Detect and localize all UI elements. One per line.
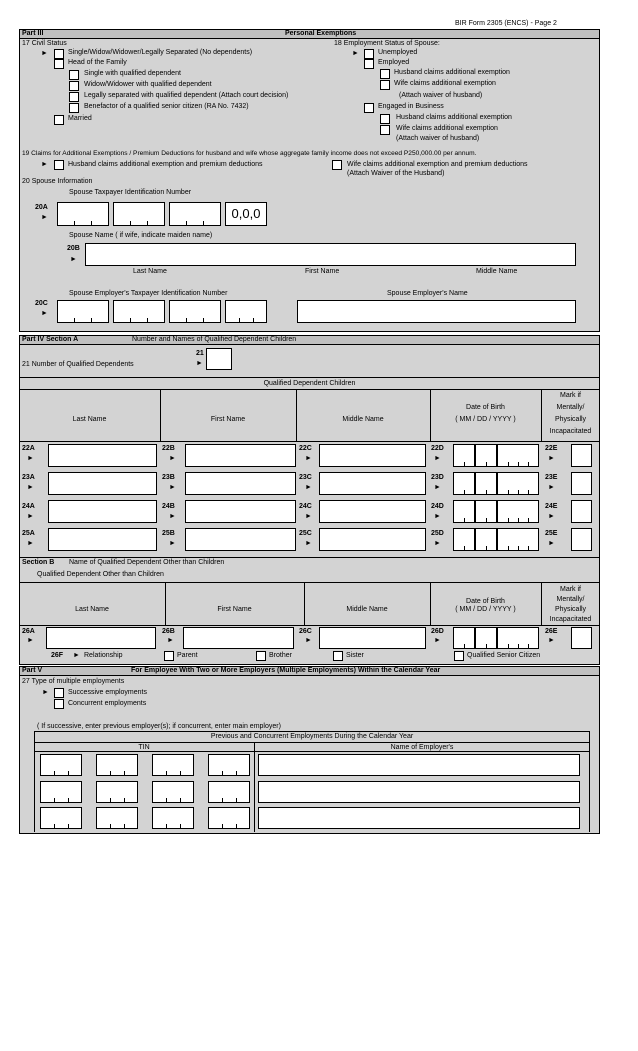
section-b-subtitle: Qualified Dependent Other than Children <box>37 571 164 578</box>
secb-col-dob-format: ( MM / DD / YYYY ) <box>455 606 516 613</box>
child-middle-name-input[interactable] <box>319 444 426 467</box>
child-first-name-input[interactable] <box>185 472 296 495</box>
emp-business-label: Engaged in Business <box>378 103 444 110</box>
part5-label: Part V <box>22 667 43 674</box>
part3-label: Part III <box>22 30 44 37</box>
dob-year[interactable] <box>497 528 539 551</box>
civil-single-label: Single/Widow/Widower/Legally Separated (No dependents) <box>68 49 253 56</box>
successive-checkbox[interactable] <box>54 688 64 698</box>
row-number: 22D <box>431 445 444 452</box>
biz-wife-claims-checkbox[interactable] <box>380 125 390 135</box>
item21-number: 21 <box>196 350 204 357</box>
divider <box>19 389 600 390</box>
dob-day[interactable] <box>475 472 497 495</box>
spouse-tin-seg1[interactable] <box>57 202 109 226</box>
secb-col-middle: Middle Name <box>346 606 388 613</box>
civil-head-label: Head of the Family <box>68 59 127 66</box>
child-first-name-input[interactable] <box>185 500 296 523</box>
row-number: 25B <box>162 530 175 537</box>
arrow-icon: ► <box>27 540 34 547</box>
part3-title: Personal Exemptions <box>285 30 357 37</box>
rel-senior-label: Qualified Senior Citizen <box>467 652 541 659</box>
dob-year[interactable] <box>497 472 539 495</box>
arrow-icon: ► <box>196 360 203 367</box>
secb-col-mark-2: Mentally/ <box>556 596 585 603</box>
emp-husband-claims-label: Husband claims additional exemption <box>394 69 510 76</box>
item21-label: 21 Number of Qualified Dependents <box>22 361 134 368</box>
item19-husband-checkbox[interactable] <box>54 160 64 170</box>
row-number: 22A <box>22 445 35 452</box>
civil-legsep-label: Legally separated with qualified dependent (Attach court decision) <box>84 92 289 99</box>
dob-year[interactable] <box>497 444 539 467</box>
emp-waiver-note: (Attach waiver of husband) <box>399 92 483 99</box>
col-last-name: Last Name <box>72 416 107 423</box>
rel-brother-checkbox[interactable] <box>256 651 266 661</box>
row-number: 22E <box>545 445 558 452</box>
divider <box>254 742 255 832</box>
arrow-icon: ► <box>27 484 34 491</box>
other-first-name-input[interactable] <box>183 627 294 649</box>
child-first-name-input[interactable] <box>185 444 296 467</box>
dob-month[interactable] <box>453 472 475 495</box>
row-number: 23D <box>431 474 444 481</box>
arrow-icon: ► <box>41 50 48 57</box>
arrow-icon: ► <box>27 455 34 462</box>
row-number: 26C <box>299 628 312 635</box>
item26f-number: 26F <box>51 652 64 659</box>
prev-tin-seg2[interactable] <box>96 807 138 829</box>
prev-tin-seg1[interactable] <box>40 807 82 829</box>
item20c-number: 20C <box>35 300 48 307</box>
child-last-name-input[interactable] <box>48 500 157 523</box>
item27-label: 27 Type of multiple employments <box>22 678 125 685</box>
emp-husband-claims-checkbox[interactable] <box>380 69 390 79</box>
divider <box>430 389 431 441</box>
emp-unemployed-label: Unemployed <box>378 49 418 56</box>
arrow-icon: ► <box>41 214 48 221</box>
civil-single-checkbox[interactable] <box>54 49 64 59</box>
num-dependents-input[interactable] <box>206 348 232 370</box>
row-number: 24D <box>431 503 444 510</box>
row-number: 25E <box>545 530 558 537</box>
prev-employer-name-input[interactable] <box>258 807 580 829</box>
prev-tin-branch[interactable] <box>208 781 250 803</box>
emp-business-checkbox[interactable] <box>364 103 374 113</box>
concurrent-label: Concurrent employments <box>68 700 147 707</box>
arrow-icon: ► <box>41 310 48 317</box>
child-middle-name-input[interactable] <box>319 500 426 523</box>
row-number: 25D <box>431 530 444 537</box>
other-last-name-input[interactable] <box>46 627 156 649</box>
prev-tin-seg1[interactable] <box>40 754 82 776</box>
rel-sister-checkbox[interactable] <box>333 651 343 661</box>
arrow-icon: ► <box>434 513 441 520</box>
divider <box>19 441 600 442</box>
child-last-name-input[interactable] <box>48 444 157 467</box>
secb-col-last: Last Name <box>75 606 109 613</box>
arrow-icon: ► <box>305 455 312 462</box>
arrow-icon: ► <box>305 637 312 644</box>
incapacitated-box[interactable] <box>571 500 592 523</box>
arrow-icon: ► <box>548 513 555 520</box>
item19-label: 19 Claims for Additional Exemptions / Premium Deductions for husband and wife whose aggregate family income does not exceed P250,000.00 per annum. <box>22 150 477 157</box>
prev-tin-seg3[interactable] <box>152 807 194 829</box>
rel-parent-label: Parent <box>177 652 198 659</box>
item19-husband-label: Husband claims additional exemption and premium deductions <box>68 161 263 168</box>
incapacitated-box[interactable] <box>571 472 592 495</box>
row-number: 24A <box>22 503 35 510</box>
employer-tin-label: Spouse Employer's Taxpayer Identification Number <box>69 290 228 297</box>
divider <box>19 377 600 378</box>
arrow-icon: ► <box>169 540 176 547</box>
rel-parent-checkbox[interactable] <box>164 651 174 661</box>
col-middle-name: Middle Name <box>342 416 384 423</box>
arrow-icon: ► <box>169 484 176 491</box>
employer-name-label: Spouse Employer's Name <box>387 290 468 297</box>
divider <box>19 582 600 583</box>
row-number: 23C <box>299 474 312 481</box>
divider <box>165 582 166 625</box>
row-number: 23B <box>162 474 175 481</box>
dob-day[interactable] <box>475 627 497 649</box>
rel-sister-label: Sister <box>346 652 364 659</box>
dob-day[interactable] <box>475 500 497 523</box>
spouse-last-name-caption: Last Name <box>133 268 167 275</box>
arrow-icon: ► <box>169 455 176 462</box>
arrow-icon: ► <box>42 689 49 696</box>
part4-header <box>19 335 600 345</box>
child-middle-name-input[interactable] <box>319 528 426 551</box>
emp-wife-claims-checkbox[interactable] <box>380 80 390 90</box>
col-mark-4: Incapacitated <box>549 428 592 435</box>
prev-tin-seg2[interactable] <box>96 754 138 776</box>
prev-tin-seg3[interactable] <box>152 754 194 776</box>
divider <box>19 557 600 558</box>
secb-col-mark-3: Physically <box>554 606 587 613</box>
spouse-tin-seg3[interactable] <box>169 202 221 226</box>
relationship-label: Relationship <box>84 652 123 659</box>
spouse-name-input[interactable] <box>85 243 576 266</box>
civil-widow-dep-label: Widow/Widower with qualified dependent <box>84 81 212 88</box>
row-number: 26B <box>162 628 175 635</box>
item20b-number: 20B <box>67 245 80 252</box>
civil-legsep-checkbox[interactable] <box>69 92 79 102</box>
dob-year[interactable] <box>497 627 539 649</box>
item18-label: 18 Employment Status of Spouse: <box>334 40 440 47</box>
divider <box>19 625 600 626</box>
dob-month[interactable] <box>453 444 475 467</box>
col-mark-3: Physically <box>554 416 587 423</box>
child-last-name-input[interactable] <box>48 528 157 551</box>
employer-tin-seg3[interactable] <box>169 300 221 323</box>
col-first-name: First Name <box>210 416 246 423</box>
item27-note: ( If successive, enter previous employer(s); if concurrent, enter main employer) <box>37 723 281 730</box>
civil-married-checkbox[interactable] <box>54 115 64 125</box>
rel-senior-checkbox[interactable] <box>454 651 464 661</box>
row-number: 24C <box>299 503 312 510</box>
child-middle-name-input[interactable] <box>319 472 426 495</box>
col-mark-1: Mark if <box>560 392 581 399</box>
spouse-tin-seg2[interactable] <box>113 202 165 226</box>
item20-label: 20 Spouse Information <box>22 178 93 185</box>
civil-single-dep-checkbox[interactable] <box>69 70 79 80</box>
secb-col-dob: Date of Birth <box>466 598 505 605</box>
item19-wife-checkbox[interactable] <box>332 160 342 170</box>
employer-tin-branch[interactable] <box>225 300 267 323</box>
row-number: 22B <box>162 445 175 452</box>
divider <box>34 751 590 752</box>
employer-tin-seg2[interactable] <box>113 300 165 323</box>
row-number: 22C <box>299 445 312 452</box>
emp-unemployed-checkbox[interactable] <box>364 49 374 59</box>
dob-month[interactable] <box>453 528 475 551</box>
incapacitated-box[interactable] <box>571 528 592 551</box>
divider <box>160 389 161 441</box>
arrow-icon: ► <box>548 484 555 491</box>
biz-waiver-note: (Attach waiver of husband) <box>396 135 480 142</box>
employer-tin-seg1[interactable] <box>57 300 109 323</box>
arrow-icon: ► <box>434 637 441 644</box>
biz-husband-claims-checkbox[interactable] <box>380 114 390 124</box>
employments-table-title: Previous and Concurrent Employments During the Calendar Year <box>210 733 414 740</box>
biz-wife-claims-label: Wife claims additional exemption <box>396 125 498 132</box>
civil-head-checkbox[interactable] <box>54 59 64 69</box>
prev-employer-name-input[interactable] <box>258 781 580 803</box>
item20a-number: 20A <box>35 204 48 211</box>
arrow-icon: ► <box>548 637 555 644</box>
dob-day[interactable] <box>475 444 497 467</box>
section-b-title: Name of Qualified Dependent Other than Children <box>69 559 225 566</box>
incapacitated-box[interactable] <box>571 627 592 649</box>
prev-tin-branch[interactable] <box>208 754 250 776</box>
child-first-name-input[interactable] <box>185 528 296 551</box>
prev-tin-seg2[interactable] <box>96 781 138 803</box>
spouse-middle-name-caption: Middle Name <box>476 268 518 275</box>
arrow-icon: ► <box>548 540 555 547</box>
civil-widow-dep-checkbox[interactable] <box>69 81 79 91</box>
row-number: 26D <box>431 628 444 635</box>
secb-col-mark-1: Mark if <box>560 586 581 593</box>
dob-year[interactable] <box>497 500 539 523</box>
arrow-icon: ► <box>305 540 312 547</box>
arrow-icon: ► <box>167 637 174 644</box>
divider <box>34 742 590 743</box>
emp-employed-label: Employed <box>378 59 410 66</box>
row-number: 23E <box>545 474 558 481</box>
arrow-icon: ► <box>70 256 77 263</box>
section-b-label: Section B <box>22 559 55 566</box>
spouse-tin-branch[interactable]: 0,0,0 <box>225 202 267 226</box>
part4-title: Number and Names of Qualified Dependent Children <box>132 336 297 343</box>
tin-column-header: TIN <box>138 744 150 751</box>
part4-label: Part IV Section A <box>22 336 79 343</box>
arrow-icon: ► <box>27 513 34 520</box>
item17-label: 17 Civil Status <box>22 40 67 47</box>
row-number: 23A <box>22 474 35 481</box>
emp-wife-claims-label: Wife claims additional exemption <box>394 80 496 87</box>
divider <box>304 582 305 625</box>
col-mark-2: Mentally/ <box>556 404 585 411</box>
dob-month[interactable] <box>453 500 475 523</box>
arrow-icon: ► <box>434 455 441 462</box>
row-number: 25C <box>299 530 312 537</box>
emp-employed-checkbox[interactable] <box>364 59 374 69</box>
arrow-icon: ► <box>434 540 441 547</box>
arrow-icon: ► <box>41 161 48 168</box>
col-dob-format: ( MM / DD / YYYY ) <box>455 416 516 423</box>
arrow-icon: ► <box>27 637 34 644</box>
other-middle-name-input[interactable] <box>319 627 426 649</box>
concurrent-checkbox[interactable] <box>54 699 64 709</box>
row-number: 26A <box>22 628 35 635</box>
prev-employer-name-input[interactable] <box>258 754 580 776</box>
item19-wife-note: (Attach Waiver of the Husband) <box>347 170 445 177</box>
children-table-title: Qualified Dependent Children <box>263 380 356 387</box>
biz-husband-claims-label: Husband claims additional exemption <box>396 114 512 121</box>
rel-brother-label: Brother <box>269 652 292 659</box>
arrow-icon: ► <box>169 513 176 520</box>
civil-single-dep-label: Single with qualified dependent <box>84 70 181 77</box>
spouse-tin-label: Spouse Taxpayer Identification Number <box>69 189 192 196</box>
divider <box>296 389 297 441</box>
successive-label: Successive employments <box>68 689 147 696</box>
child-last-name-input[interactable] <box>48 472 157 495</box>
spouse-first-name-caption: First Name <box>305 268 340 275</box>
col-dob: Date of Birth <box>466 404 505 411</box>
secb-col-first: First Name <box>217 606 252 613</box>
arrow-icon: ► <box>434 484 441 491</box>
civil-married-label: Married <box>68 115 92 122</box>
incapacitated-box[interactable] <box>571 444 592 467</box>
row-number: 26E <box>545 628 558 635</box>
item19-wife-label: Wife claims additional exemption and premium deductions <box>347 161 528 168</box>
arrow-icon: ► <box>352 50 359 57</box>
dob-day[interactable] <box>475 528 497 551</box>
arrow-icon: ► <box>305 513 312 520</box>
prev-tin-branch[interactable] <box>208 807 250 829</box>
row-number: 24E <box>545 503 558 510</box>
row-number: 25A <box>22 530 35 537</box>
dob-month[interactable] <box>453 627 475 649</box>
divider <box>34 731 590 732</box>
employer-column-header: Name of Employer's <box>390 744 454 751</box>
page-header: BIR Form 2305 (ENCS) - Page 2 <box>455 20 557 27</box>
arrow-icon: ► <box>305 484 312 491</box>
civil-benefactor-checkbox[interactable] <box>69 103 79 113</box>
part5-title: For Employee With Two or More Employers (Multiple Employments) Within the Calendar Year <box>131 667 441 674</box>
secb-col-mark-4: Incapacitated <box>549 616 592 623</box>
employer-name-input[interactable] <box>297 300 576 323</box>
civil-benefactor-label: Benefactor of a qualified senior citizen (RA No. 7432) <box>84 103 249 110</box>
arrow-icon: ► <box>73 652 80 659</box>
prev-tin-seg3[interactable] <box>152 781 194 803</box>
prev-tin-seg1[interactable] <box>40 781 82 803</box>
row-number: 24B <box>162 503 175 510</box>
arrow-icon: ► <box>548 455 555 462</box>
spouse-name-label: Spouse Name ( if wife, indicate maiden name) <box>69 232 213 239</box>
